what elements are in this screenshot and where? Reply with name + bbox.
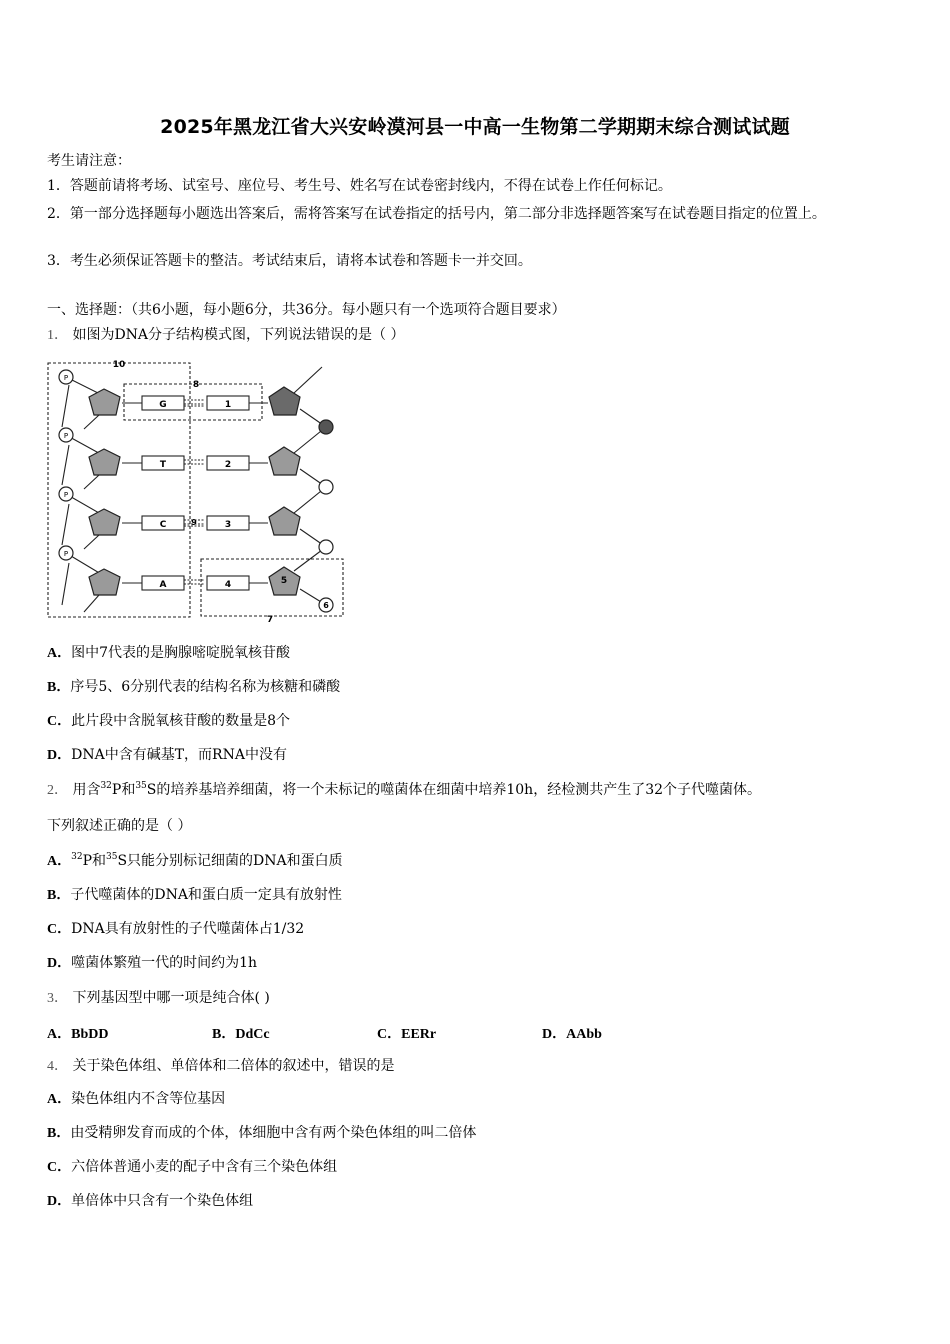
left-sugar-2: [89, 449, 120, 475]
section-heading: 一、选择题：（共6小题，每小题6分，共36分。每小题只有一个选项符合题目要求）: [47, 302, 566, 318]
question-1-stem: 1． 如图为DNA分子结构模式图，下列说法错误的是（ ）: [47, 327, 405, 343]
q2-option-c: C．DNA具有放射性的子代噬菌体占1/32: [47, 921, 305, 937]
question-2-stem: 2． 用含$^{32}$P和$^{35}$S的培养基培养细菌，将一个未标记的噬菌体在细菌中培养10h，经检测共产生了32个子代噬菌体。: [47, 781, 762, 798]
label-6: 6: [323, 601, 329, 610]
q4-option-d: D．单倍体中只含有一个染色体组: [47, 1193, 254, 1209]
q2-option-d: D．噬菌体繁殖一代的时间约为1h: [47, 955, 258, 971]
label-10: 10: [112, 360, 126, 370]
q2-option-b: B．子代噬菌体的DNA和蛋白质一定具有放射性: [47, 887, 342, 903]
notice-item-1: 1．答题前请将考场、试室号、座位号、考生号、姓名写在试卷密封线内，不得在试卷上作任何标记。: [47, 178, 672, 194]
q2-option-a: A．$^{32}$P和$^{35}$S只能分别标记细菌的DNA和蛋白质: [47, 852, 343, 869]
dna-structure-figure: [44, 357, 354, 623]
q1-option-a: A．图中7代表的是胸腺嘧啶脱氧核苷酸: [47, 645, 291, 661]
q4-option-a: A．染色体组内不含等位基因: [47, 1091, 226, 1107]
q3-option-a: A．BbDD: [47, 1027, 109, 1042]
question-4-stem: 4． 关于染色体组、单倍体和二倍体的叙述中，错误的是: [47, 1058, 395, 1074]
notice-heading: 考生请注意：: [47, 153, 131, 169]
label-7: 7: [266, 615, 274, 623]
question-number: 1: [47, 328, 54, 343]
label-8: 8: [192, 380, 200, 390]
base-label-2: 2: [224, 460, 232, 470]
q1-option-b: B．序号5、6分别代表的结构名称为核糖和磷酸: [47, 679, 341, 695]
right-phosphate-1: [319, 420, 333, 434]
question-3-stem: 3． 下列基因型中哪一项是纯合体( ): [47, 990, 270, 1006]
q3-option-d: D．AAbb: [542, 1027, 602, 1042]
label-9: 9: [191, 518, 197, 527]
left-sugar-3: [89, 509, 120, 535]
notice-item-2: 2．第一部分选择题每小题选出答案后，需将答案写在试卷指定的括号内，第二部分非选择题答案写在试卷题目指定的位置上。: [47, 206, 826, 222]
left-sugar-4: [89, 569, 120, 595]
base-label-G: G: [159, 400, 167, 410]
base-label-3: 3: [224, 520, 232, 530]
base-label-4: 4: [224, 580, 232, 590]
question-text: 如图为DNA分子结构模式图，下列说法错误的是（ ）: [72, 327, 405, 343]
q3-options-row: [47, 1023, 907, 1043]
q1-option-d: D．DNA中含有碱基T，而RNA中没有: [47, 747, 287, 763]
q1-option-c: C．此片段中含脱氧核苷酸的数量是8个: [47, 713, 291, 729]
phosphate-label-3: P: [63, 491, 69, 499]
phosphate-label-1: P: [63, 374, 69, 382]
phosphate-label-2: P: [63, 432, 69, 440]
right-phosphate-2: [319, 480, 333, 494]
base-label-T: T: [159, 460, 167, 470]
base-label-C: C: [159, 520, 167, 530]
page-title: 2025年黑龙江省大兴安岭漠河县一中高一生物第二学期期末综合测试试题: [160, 116, 790, 138]
phosphate-label-4: P: [63, 550, 69, 558]
left-sugar-1: [89, 389, 120, 415]
q3-option-c: C．EERr: [377, 1027, 437, 1042]
q3-option-b: B．DdCc: [212, 1027, 270, 1042]
notice-item-3: 3．考生必须保证答题卡的整洁。考试结束后，请将本试卷和答题卡一并交回。: [47, 253, 532, 269]
question-2-stem-cont: 下列叙述正确的是（ ）: [47, 818, 192, 834]
q4-option-c: C．六倍体普通小麦的配子中含有三个染色体组: [47, 1159, 338, 1175]
q4-option-b: B．由受精卵发育而成的个体，体细胞中含有两个染色体组的叫二倍体: [47, 1125, 477, 1141]
right-phosphate-3: [319, 540, 333, 554]
base-label-1: 1: [224, 400, 232, 410]
base-label-A: A: [159, 580, 167, 590]
label-5: 5: [280, 576, 288, 586]
